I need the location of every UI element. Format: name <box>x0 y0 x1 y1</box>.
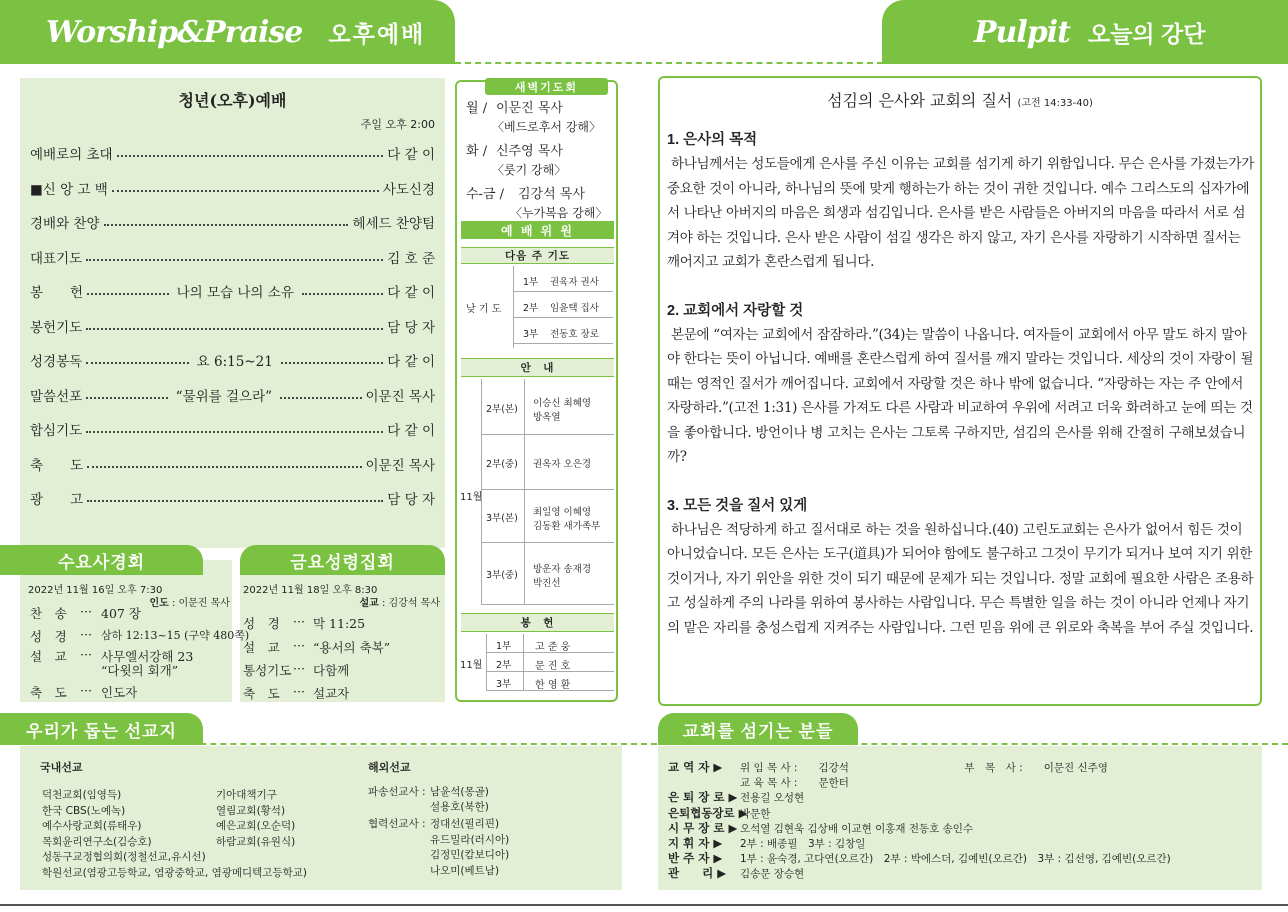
prayer-label: 낮 기 도 <box>466 304 502 315</box>
order-item-label: 대표기도 <box>30 250 83 267</box>
wednesday-row-label: 설 교 <box>30 649 67 664</box>
sermon-section-heading: 1. 은사의 목적 <box>667 132 758 148</box>
offering-title: 봉 헌 <box>461 613 614 632</box>
wednesday-title: 수요사경회 <box>0 545 203 575</box>
service-order-row <box>30 247 435 267</box>
dawn-day: 화 / <box>466 144 488 159</box>
order-item-label: 광 고 <box>30 492 84 508</box>
offering-part: 1부 <box>496 641 512 652</box>
header-right-title: 오늘의 강단 <box>1088 20 1206 47</box>
friday-leader: 설교 : 김강석 목사 <box>359 598 440 609</box>
domestic-mission-item: 예은교회(오순덕) <box>216 820 296 832</box>
prayer-title: 다음 주 기도 <box>461 247 614 264</box>
dawn-series: 〈누가복음 강해〉 <box>510 206 608 220</box>
sermon-header <box>658 88 1262 111</box>
order-item-content: 요 6:15~21 <box>196 354 273 370</box>
guide-title: 안 내 <box>461 358 614 377</box>
dot-leader <box>86 322 383 330</box>
dawn-series: 〈룻기 강해〉 <box>492 163 567 177</box>
order-item-content: 나의 모습 나의 소유 <box>176 285 294 301</box>
guide-part: 3부(본) <box>486 512 518 524</box>
offering-part: 2부 <box>496 660 512 671</box>
staff-role: 지 휘 자 ▶ <box>668 836 723 850</box>
dot-leader <box>281 356 383 364</box>
row-line <box>513 291 613 292</box>
sermon-section-heading: 3. 모든 것을 질서 있게 <box>667 497 808 514</box>
order-item-label: ■신 앙 고 백 <box>30 181 108 198</box>
friday-date: 2022년 11월 18일 오후 8:30 <box>243 585 378 596</box>
worship-praise-logo: Worship&Praise <box>46 14 303 50</box>
row-line <box>481 434 614 435</box>
staff-names: 교 육 목 사 : 문한터 <box>740 777 849 790</box>
dot-leader <box>86 425 383 433</box>
service-order-row <box>30 350 435 370</box>
service-order-row <box>30 385 435 405</box>
order-item-leader: 담 당 자 <box>387 492 435 508</box>
friday-row-sep: ··· <box>293 661 305 676</box>
friday-row-value: 설교자 <box>313 686 350 701</box>
wednesday-row-sep: ··· <box>80 683 92 698</box>
order-item-leader: 사도신경 <box>382 181 435 198</box>
service-order-row <box>30 178 435 198</box>
row-line <box>481 542 614 543</box>
row-line <box>513 343 613 344</box>
domestic-mission-item: 기아대책기구 <box>216 789 277 801</box>
friday-row-sep: ··· <box>293 638 305 653</box>
col-line <box>524 379 525 434</box>
dispatch-missionary: 남윤석(몽골) <box>430 786 489 798</box>
service-time: 주일 오후 2:00 <box>360 118 435 131</box>
dot-leader <box>112 184 379 192</box>
dispatch-label: 파송선교사 : <box>368 786 426 798</box>
col-line <box>524 542 525 604</box>
dot-leader <box>280 391 362 399</box>
prayer-part: 2부 <box>523 303 539 314</box>
guide-part: 2부(중) <box>486 458 518 470</box>
prayer-name: 임윤택 집사 <box>550 303 599 314</box>
wednesday-row-sep: ··· <box>80 604 92 619</box>
dot-leader <box>86 356 188 364</box>
friday-row-label: 통성기도 <box>243 663 292 678</box>
offering-name: 문 진 호 <box>535 661 571 672</box>
domestic-mission-item: 한국 CBS(노예녹) <box>42 804 126 817</box>
row-line <box>513 317 613 318</box>
friday-title: 금요성령집회 <box>240 545 445 575</box>
dot-leader <box>87 494 383 502</box>
sermon-section-body: 본문에 “여자는 교회에서 잠잠하라.”(34)는 말씀이 나옵니다. 여자들이 교회에서 아무 말도 하지 말아야 한다는 뜻이 아닙니다. 예배를 혼란스럽게 하여 질서를 깨지 말라는 것입니다. 세상의 것이 자랑이 될 때는 영적인 질서가 깨어집니다. 교회에서 자랑할 것은 하나 밖에 없습니다. “자랑하는 자는 주 안에서 자랑하라.”(고전 1:31) 은사를 가져도 다른 사람과 비교하여 우위에 서려고 더욱 화려하고 눈에 띄는 것을 좋아합니다. 방언이나 병 고치는 은사는 그토록 구하지만, 섬김의 은사를 위해 간절히 구해보셨습니까? <box>667 326 1254 465</box>
wednesday-row-label: 성 경 <box>30 629 67 644</box>
sermon-section-body: 하나님은 적당하게 하고 질서대로 하는 것을 원하십니다.(40) 고린도교회는 은사가 없어서 힘든 것이 아니었습니다. 모든 은사는 도구(道具)가 되어야 함에도 불구하고 그것이 무기가 되거나 보여 지기 위한 것이거나, 자기 위안을 위한 것이 되기 때문에 문제가 되는 것입니다. 정말 교회에 필요한 사람은 조용하고 성실하게 주의 나라를 위하여 봉사하는 사람입니다. 무슨 특별한 일을 하는 것이 아니라 언제나 자기의 맡은 자리를 충성스럽게 지켜주는 사람입니다. 그런 믿음 위에 큰 위로와 축복을 부어 주실 것입니다. <box>667 521 1254 636</box>
wednesday-row-value: 사무엘서강해 23 <box>101 649 194 664</box>
sermon-body <box>667 128 1255 640</box>
friday-row-value: “용서의 축복” <box>313 640 391 655</box>
prayer-part: 3부 <box>523 329 539 340</box>
staff-role: 교 역 자 ▶ <box>668 760 723 774</box>
order-item-label: 말씀선포 <box>30 388 83 405</box>
friday-row-label: 설 교 <box>243 640 280 655</box>
staff-role: 관 리 ▶ <box>668 866 727 881</box>
order-item-leader: 다 같 이 <box>387 285 436 301</box>
col-line <box>523 634 524 653</box>
domestic-mission-item: 학원선교(염광고등학교, 염광중학교, 염광메디텍고등학교) <box>42 866 307 879</box>
order-item-leader: 다 같 이 <box>387 354 435 370</box>
wednesday-leader: 인도 : 이문진 목사 <box>149 598 230 609</box>
friday-row-label: 축 도 <box>243 686 280 701</box>
staff-role: 반 주 자 ▶ <box>668 851 723 866</box>
domestic-mission-item: 하람교회(유원식) <box>216 835 296 848</box>
staff-names: 위 임 목 사 : 김강석 부 목 사 : 이문진 신주영 <box>740 762 1108 774</box>
wednesday-row-value: 삼하 12:13~15 (구약 480쪽) <box>101 629 250 642</box>
order-item-label: 합심기도 <box>30 423 83 439</box>
dawn-day: 월 / <box>466 101 488 116</box>
dot-leader <box>302 287 384 295</box>
service-order-row <box>30 281 435 301</box>
guide-part: 2부(본) <box>486 403 518 415</box>
guide-month: 11월 <box>460 492 483 503</box>
order-item-label: 예배로의 초대 <box>30 147 113 163</box>
missions-title: 우리가 돕는 선교지 <box>0 713 203 745</box>
friday-row-label: 성 경 <box>243 616 280 631</box>
header-left <box>0 0 455 64</box>
order-item-leader: 이문진 목사 <box>365 457 435 474</box>
coop-missionary: 정대선(필리핀) <box>430 818 500 830</box>
wednesday-row-value: “다윗의 회개” <box>101 663 179 678</box>
sermon-ref: (고전 14:33-40) <box>1017 98 1093 109</box>
order-item-leader: 이문진 목사 <box>365 388 436 405</box>
order-item-label: 성경봉독 <box>30 354 83 370</box>
row-line <box>481 604 614 605</box>
order-item-leader: 담 당 자 <box>387 319 435 336</box>
coop-missionary: 김정민(캄보디아) <box>430 849 510 861</box>
prayer-part: 1부 <box>523 277 539 288</box>
service-order-row <box>30 143 435 163</box>
service-order-row <box>30 419 435 439</box>
overseas-title: 해외선교 <box>368 761 411 774</box>
col-line <box>524 489 525 542</box>
friday-row-sep: ··· <box>293 614 305 629</box>
staff-names: 전용길 오성현 <box>740 792 805 805</box>
sermon-section-body: 하나님께서는 성도들에게 은사를 주신 이유는 교회를 섬기게 하기 위함입니다. 무슨 은사를 가졌는가가 중요한 것이 아니라, 하나님의 뜻에 맞게 행하는가 하는 것이 귀한 것입니다. 예수 그리스도의 십자가에서 나타난 아버지의 마음은 희생과 섬김입니다. 은사를 받은 사람들은 아버지의 마음을 따라서 서로 섬겨야 하는 것입니다. 은사 받은 사람이 섬길 생각은 하지 않고, 자기 은사를 자랑하기 시작하면 질서는 깨어지고 교회가 혼란스럽게 됩니다. <box>667 156 1255 270</box>
staff-title: 교회를 섬기는 분들 <box>658 713 858 745</box>
dawn-preacher: 이문진 목사 <box>496 101 563 116</box>
dispatch-missionary: 설용호(북한) <box>430 801 489 813</box>
prayer-name: 권육자 권사 <box>550 277 599 288</box>
header-right <box>882 0 1288 64</box>
pulpit-logo: Pulpit <box>974 14 1070 50</box>
staff-names: 1부 : 윤숙경, 고다연(오르간) 2부 : 박에스더, 김예빈(오르간) 3부 : 김선영, 김예빈(오르간) <box>740 853 1171 866</box>
guide-names: 이승신 최혜영 <box>533 397 592 409</box>
dawn-preacher: 김강석 목사 <box>518 187 585 202</box>
dot-leader <box>86 253 383 261</box>
dot-leader <box>117 149 384 157</box>
dawn-preacher: 신주영 목사 <box>496 144 563 159</box>
col-line <box>524 434 525 489</box>
guide-names: 권옥자 오은경 <box>533 458 592 470</box>
row-line <box>481 489 614 490</box>
wednesday-row-value: 인도자 <box>101 685 138 700</box>
order-item-leader: 헤세드 찬양팀 <box>352 216 435 232</box>
dawn-title: 새벽기도회 <box>485 78 608 95</box>
guide-part: 3부(중) <box>486 570 518 581</box>
coop-label: 협력선교사 : <box>368 818 426 830</box>
guide-names: 김동환 새가족부 <box>533 520 601 532</box>
guide-names: 최일영 이혜영 <box>533 506 592 518</box>
staff-names: 김송문 장승현 <box>740 868 805 881</box>
guide-names: 방옥열 <box>533 411 561 423</box>
dot-leader <box>87 460 361 468</box>
header-left-title: 오후예배 <box>328 20 426 47</box>
offering-part: 3부 <box>496 679 512 690</box>
order-item-label: 봉헌기도 <box>30 319 83 336</box>
header-divider <box>455 62 883 64</box>
order-item-label: 축 도 <box>30 457 84 474</box>
committee-title: 예 배 위 원 <box>461 221 614 239</box>
staff-role: 시 무 장 로 ▶ <box>668 820 738 835</box>
staff-names: 박문한 <box>740 807 771 820</box>
prayer-name: 전동호 장로 <box>550 329 599 340</box>
staff-names: 오석열 김현욱 김상배 이교현 이홍재 전동호 송인수 <box>740 822 974 835</box>
domestic-mission-item: 덕천교회(임영득) <box>42 789 122 801</box>
service-order-row <box>30 316 435 336</box>
page-bottom-line <box>0 904 1288 906</box>
col-line <box>523 653 524 672</box>
staff-role: 은 퇴 장 로 ▶ <box>668 790 738 805</box>
staff-role: 은퇴협동장로 ▶ <box>668 805 748 820</box>
order-item-content: “물위를 걸으라” <box>175 388 273 405</box>
domestic-title: 국내선교 <box>40 761 83 774</box>
dot-leader <box>86 391 168 399</box>
domestic-mission-item: 성동구교정협의회(정철선교,유시선) <box>42 851 206 863</box>
order-item-leader: 다 같 이 <box>387 147 435 163</box>
staff-names: 2부 : 배종필 3부 : 김창일 <box>740 838 866 850</box>
sermon-section-heading: 2. 교회에서 자랑할 것 <box>667 302 804 319</box>
service-title: 청년(오후)예배 <box>178 91 287 110</box>
domestic-mission-item: 예수사랑교회(류태우) <box>42 820 142 832</box>
guide-names: 방운자 송재경 <box>533 564 592 575</box>
domestic-mission-item: 목회윤리연구소(김승호) <box>42 835 152 848</box>
sermon-title: 섬김의 은사와 교회의 질서 <box>827 91 1013 110</box>
dawn-series: 〈베드로후서 강해〉 <box>492 120 601 134</box>
service-order-row <box>30 454 435 474</box>
service-order-row <box>30 488 435 508</box>
col-line <box>523 672 524 691</box>
order-item-leader: 김 호 준 <box>387 250 435 267</box>
friday-row-sep: ··· <box>293 684 305 699</box>
wednesday-row-sep: ··· <box>80 647 92 662</box>
domestic-mission-item: 열림교회(황석) <box>216 804 286 817</box>
guide-names: 박진선 <box>533 578 561 589</box>
order-item-label: 경배와 찬양 <box>30 216 100 232</box>
dot-leader <box>87 287 169 295</box>
dawn-day: 수-금 / <box>466 187 505 202</box>
friday-row-value: 다함께 <box>313 663 350 678</box>
dot-leader <box>104 218 349 226</box>
wednesday-date: 2022년 11월 16일 오후 7:30 <box>28 585 163 596</box>
order-item-leader: 다 같 이 <box>387 423 435 439</box>
offering-name: 한 영 환 <box>535 680 571 691</box>
coop-missionary: 나오미(베트남) <box>430 864 500 877</box>
service-order-row <box>30 212 435 232</box>
offering-month: 11월 <box>460 660 483 671</box>
offering-name: 고 준 웅 <box>535 642 571 653</box>
wednesday-row-value: 407 장 <box>101 606 141 621</box>
wednesday-row-label: 축 도 <box>30 685 67 700</box>
wednesday-row-label: 찬 송 <box>30 606 67 621</box>
friday-row-value: 막 11:25 <box>313 616 366 631</box>
coop-missionary: 유드밀라(러시아) <box>430 833 510 846</box>
order-item-label: 봉 헌 <box>30 285 84 301</box>
wednesday-row-sep: ··· <box>80 627 92 642</box>
